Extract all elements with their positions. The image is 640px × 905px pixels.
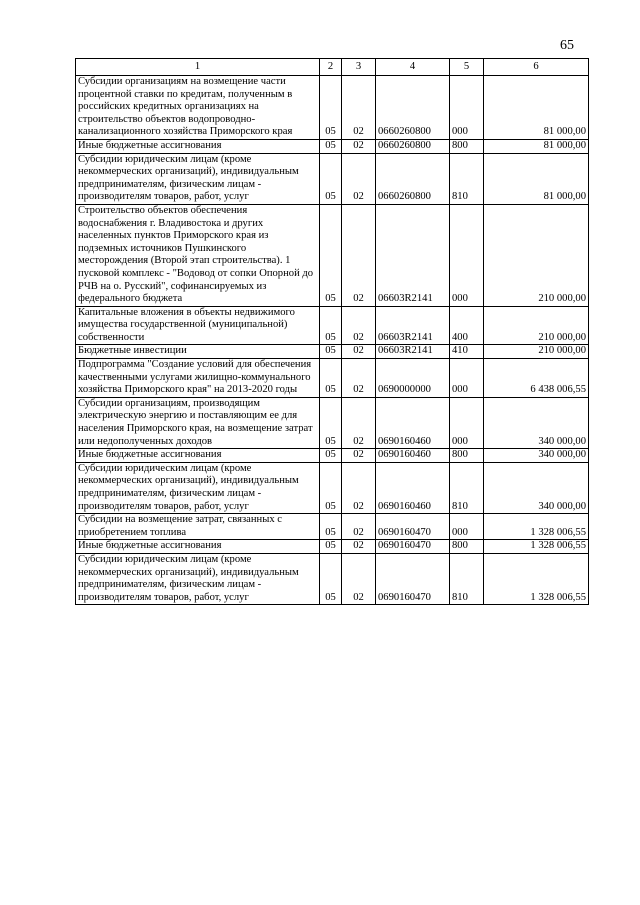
header-cell-5: 5 bbox=[450, 59, 484, 76]
table-header-row bbox=[76, 59, 589, 76]
row-subsection-cell: 02 bbox=[342, 345, 376, 359]
row-name-cell: Иные бюджетные ассигнования bbox=[76, 449, 320, 463]
row-subsection-cell: 02 bbox=[342, 397, 376, 448]
row-name-cell: Субсидии на возмещение затрат, связанных с приобретением топлива bbox=[76, 514, 320, 540]
row-subsection-cell: 02 bbox=[342, 153, 376, 204]
row-section-cell: 05 bbox=[320, 462, 342, 513]
header-cell-6: 6 bbox=[484, 59, 589, 76]
row-amount-cell: 210 000,00 bbox=[484, 204, 589, 306]
row-subsection-cell: 02 bbox=[342, 306, 376, 345]
row-expense-type-cell: 000 bbox=[450, 76, 484, 140]
row-expense-type-cell: 810 bbox=[450, 553, 484, 604]
header-cell-1: 1 bbox=[76, 59, 320, 76]
row-expense-type-cell: 410 bbox=[450, 345, 484, 359]
row-section-cell: 05 bbox=[320, 153, 342, 204]
budget-table-body bbox=[76, 59, 589, 605]
row-name-cell: Капитальные вложения в объекты недвижимого имущества государственной (муниципальной) собственности bbox=[76, 306, 320, 345]
table-row bbox=[76, 139, 589, 153]
row-amount-cell: 210 000,00 bbox=[484, 306, 589, 345]
row-amount-cell: 210 000,00 bbox=[484, 345, 589, 359]
row-amount-cell: 340 000,00 bbox=[484, 462, 589, 513]
row-target-article-cell: 0690160470 bbox=[376, 540, 450, 554]
row-name-cell: Подпрограмма "Создание условий для обеспечения качественными услугами жилищно-коммунального хозяйства Приморского края" на 2013-2020 годы bbox=[76, 359, 320, 398]
table-row bbox=[76, 306, 589, 345]
row-target-article-cell: 0690160460 bbox=[376, 397, 450, 448]
row-section-cell: 05 bbox=[320, 345, 342, 359]
row-section-cell: 05 bbox=[320, 306, 342, 345]
row-name-cell: Иные бюджетные ассигнования bbox=[76, 139, 320, 153]
row-expense-type-cell: 800 bbox=[450, 449, 484, 463]
row-target-article-cell: 06603R2141 bbox=[376, 345, 450, 359]
row-target-article-cell: 0690000000 bbox=[376, 359, 450, 398]
page-number: 65 bbox=[560, 38, 574, 53]
row-subsection-cell: 02 bbox=[342, 462, 376, 513]
row-name-cell: Субсидии юридическим лицам (кроме некоммерческих организаций), индивидуальным предпринимателям, физическим лицам - производителям товаров, работ, услуг bbox=[76, 153, 320, 204]
row-name-cell: Бюджетные инвестиции bbox=[76, 345, 320, 359]
row-name-cell: Строительство объектов обеспечения водоснабжения г. Владивостока и других населенных пунктов Приморского края из подземных источников Пушкинского месторождения (Второй этап строительства). 1 пусковой комплекс - "Водовод от сопки Опорной до РЧВ на о. Русский", софинансируемых из федерального бюджета bbox=[76, 204, 320, 306]
row-name-cell: Субсидии юридическим лицам (кроме некоммерческих организаций), индивидуальным предпринимателям, физическим лицам - производителям товаров, работ, услуг bbox=[76, 553, 320, 604]
row-amount-cell: 81 000,00 bbox=[484, 76, 589, 140]
row-section-cell: 05 bbox=[320, 449, 342, 463]
row-section-cell: 05 bbox=[320, 397, 342, 448]
table-row bbox=[76, 153, 589, 204]
row-amount-cell: 81 000,00 bbox=[484, 153, 589, 204]
row-amount-cell: 340 000,00 bbox=[484, 397, 589, 448]
row-amount-cell: 1 328 006,55 bbox=[484, 553, 589, 604]
row-expense-type-cell: 000 bbox=[450, 359, 484, 398]
row-subsection-cell: 02 bbox=[342, 139, 376, 153]
row-expense-type-cell: 800 bbox=[450, 139, 484, 153]
table-row bbox=[76, 462, 589, 513]
row-target-article-cell: 0690160460 bbox=[376, 449, 450, 463]
row-subsection-cell: 02 bbox=[342, 553, 376, 604]
row-section-cell: 05 bbox=[320, 553, 342, 604]
header-cell-3: 3 bbox=[342, 59, 376, 76]
table-row bbox=[76, 345, 589, 359]
row-target-article-cell: 0660260800 bbox=[376, 76, 450, 140]
row-target-article-cell: 06603R2141 bbox=[376, 204, 450, 306]
row-target-article-cell: 0690160470 bbox=[376, 514, 450, 540]
row-amount-cell: 1 328 006,55 bbox=[484, 540, 589, 554]
row-expense-type-cell: 000 bbox=[450, 514, 484, 540]
row-subsection-cell: 02 bbox=[342, 359, 376, 398]
table-row bbox=[76, 449, 589, 463]
row-expense-type-cell: 810 bbox=[450, 153, 484, 204]
header-cell-2: 2 bbox=[320, 59, 342, 76]
row-amount-cell: 340 000,00 bbox=[484, 449, 589, 463]
row-section-cell: 05 bbox=[320, 76, 342, 140]
row-amount-cell: 1 328 006,55 bbox=[484, 514, 589, 540]
table-row bbox=[76, 397, 589, 448]
row-name-cell: Иные бюджетные ассигнования bbox=[76, 540, 320, 554]
row-section-cell: 05 bbox=[320, 514, 342, 540]
row-target-article-cell: 06603R2141 bbox=[376, 306, 450, 345]
table-row bbox=[76, 540, 589, 554]
row-amount-cell: 6 438 006,55 bbox=[484, 359, 589, 398]
row-section-cell: 05 bbox=[320, 139, 342, 153]
table-row bbox=[76, 76, 589, 140]
row-target-article-cell: 0660260800 bbox=[376, 153, 450, 204]
table-row bbox=[76, 553, 589, 604]
row-target-article-cell: 0690160460 bbox=[376, 462, 450, 513]
row-expense-type-cell: 000 bbox=[450, 204, 484, 306]
row-subsection-cell: 02 bbox=[342, 449, 376, 463]
row-section-cell: 05 bbox=[320, 359, 342, 398]
table-row bbox=[76, 359, 589, 398]
header-cell-4: 4 bbox=[376, 59, 450, 76]
row-expense-type-cell: 800 bbox=[450, 540, 484, 554]
row-name-cell: Субсидии организациям на возмещение части процентной ставки по кредитам, полученным в российских кредитных организациях на строительство объектов водопроводно-канализационного хозяйства Приморского края bbox=[76, 76, 320, 140]
table-row bbox=[76, 204, 589, 306]
table-row bbox=[76, 514, 589, 540]
row-target-article-cell: 0660260800 bbox=[376, 139, 450, 153]
row-subsection-cell: 02 bbox=[342, 514, 376, 540]
row-target-article-cell: 0690160470 bbox=[376, 553, 450, 604]
row-name-cell: Субсидии юридическим лицам (кроме некоммерческих организаций), индивидуальным предпринимателям, физическим лицам - производителям товаров, работ, услуг bbox=[76, 462, 320, 513]
budget-table bbox=[75, 58, 589, 605]
row-section-cell: 05 bbox=[320, 540, 342, 554]
row-subsection-cell: 02 bbox=[342, 76, 376, 140]
row-amount-cell: 81 000,00 bbox=[484, 139, 589, 153]
row-expense-type-cell: 810 bbox=[450, 462, 484, 513]
row-expense-type-cell: 000 bbox=[450, 397, 484, 448]
row-name-cell: Субсидии организациям, производящим электрическую энергию и поставляющим ее для населения Приморского края, на возмещение затрат или недополученных доходов bbox=[76, 397, 320, 448]
row-subsection-cell: 02 bbox=[342, 204, 376, 306]
row-section-cell: 05 bbox=[320, 204, 342, 306]
row-subsection-cell: 02 bbox=[342, 540, 376, 554]
row-expense-type-cell: 400 bbox=[450, 306, 484, 345]
